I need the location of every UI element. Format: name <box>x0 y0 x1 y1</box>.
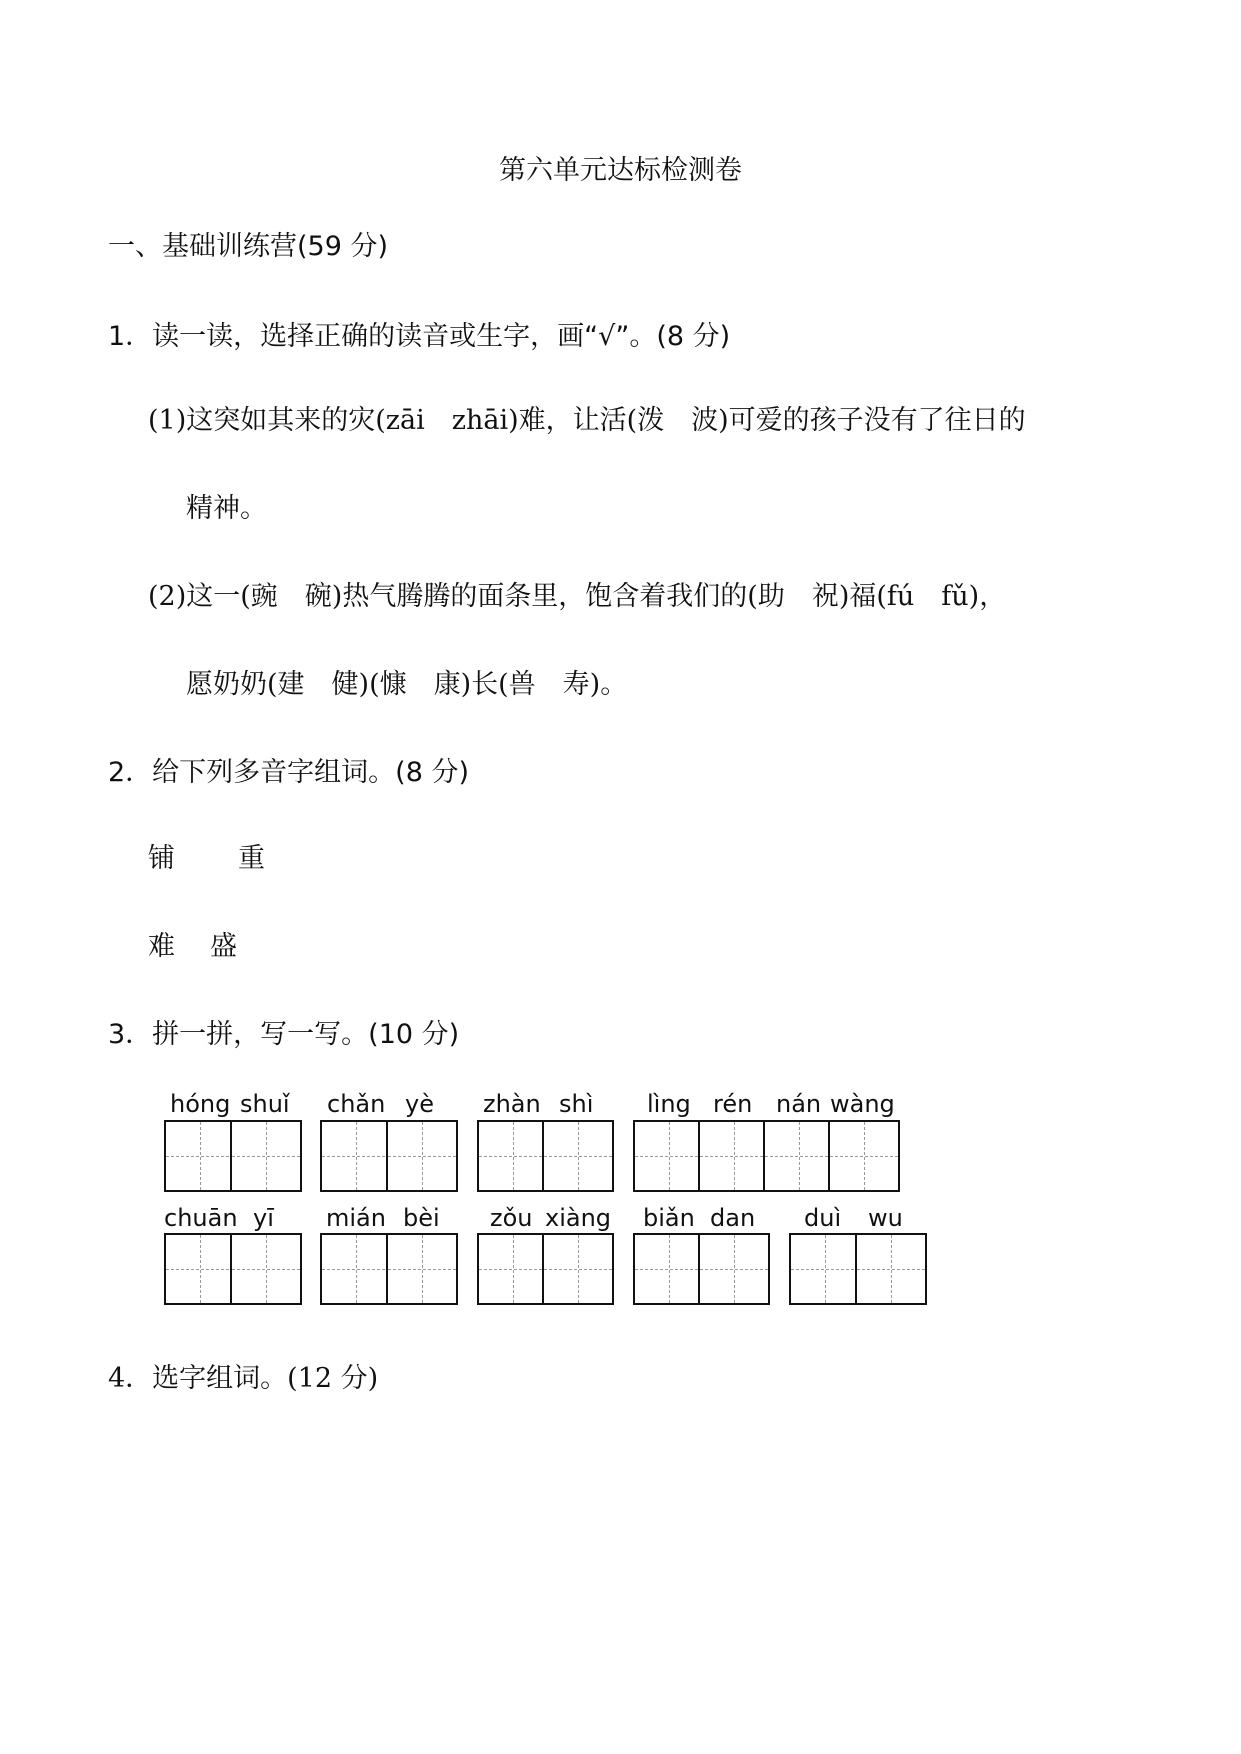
question-1-item-2-line-2: 愿奶奶(建 健)(慷 康)长(兽 寿)。 <box>186 669 628 700</box>
writing-cell[interactable] <box>828 1120 900 1192</box>
pinyin-label: yī <box>253 1204 274 1232</box>
polyphone-char: 难 <box>148 931 175 962</box>
question-1-item-1-line-2: 精神。 <box>186 493 267 524</box>
writing-cell[interactable] <box>164 1233 236 1305</box>
writing-cell[interactable] <box>542 1233 614 1305</box>
writing-cell[interactable] <box>633 1233 705 1305</box>
question-1-heading: 1．读一读，选择正确的读音或生字，画“√”。(8 分) <box>108 321 731 352</box>
writing-cell[interactable] <box>789 1233 861 1305</box>
pinyin-label: dan <box>710 1204 756 1232</box>
writing-cell[interactable] <box>698 1233 770 1305</box>
polyphone-char: 盛 <box>210 931 237 962</box>
writing-cell[interactable] <box>542 1120 614 1192</box>
question-2-heading: 2．给下列多音字组词。(8 分) <box>108 757 470 788</box>
writing-cell[interactable] <box>164 1120 236 1192</box>
pinyin-label: wàng <box>830 1090 895 1118</box>
pinyin-label: wu <box>868 1204 903 1232</box>
section-heading-basics: 一、基础训练营(59 分) <box>108 231 389 262</box>
writing-cell[interactable] <box>698 1120 770 1192</box>
page-title: 第六单元达标检测卷 <box>499 155 742 186</box>
pinyin-label: zǒu <box>490 1204 533 1232</box>
writing-cell[interactable] <box>763 1120 835 1192</box>
question-1-item-1-line-1: (1)这突如其来的灾(zāi zhāi)难，让活(泼 波)可爱的孩子没有了往日的 <box>148 405 1026 436</box>
polyphone-char: 铺 <box>148 843 175 874</box>
writing-cell[interactable] <box>477 1120 549 1192</box>
writing-cell[interactable] <box>477 1233 549 1305</box>
question-3-heading: 3．拼一拼，写一写。(10 分) <box>108 1019 460 1050</box>
pinyin-label: bèi <box>403 1204 440 1232</box>
pinyin-label: duì <box>804 1204 842 1232</box>
pinyin-label: lìng <box>647 1090 691 1118</box>
writing-cell[interactable] <box>320 1120 392 1192</box>
pinyin-label: chǎn <box>327 1090 386 1118</box>
question-1-item-2-line-1: (2)这一(豌 碗)热气腾腾的面条里，饱含着我们的(助 祝)福(fú fǔ)， <box>148 581 1007 612</box>
pinyin-label: biǎn <box>643 1204 695 1232</box>
pinyin-label: xiàng <box>545 1204 612 1232</box>
pinyin-label: mián <box>326 1204 386 1232</box>
writing-cell[interactable] <box>386 1120 458 1192</box>
writing-cell[interactable] <box>320 1233 392 1305</box>
pinyin-label: shuǐ <box>240 1090 290 1118</box>
pinyin-label: chuān <box>164 1204 238 1232</box>
pinyin-label: rén <box>713 1090 753 1118</box>
writing-cell[interactable] <box>230 1120 302 1192</box>
pinyin-label: hóng <box>170 1090 231 1118</box>
writing-cell[interactable] <box>633 1120 705 1192</box>
pinyin-label: zhàn <box>483 1090 541 1118</box>
writing-cell[interactable] <box>230 1233 302 1305</box>
pinyin-label: shì <box>559 1090 594 1118</box>
question-4-heading: 4．选字组词。(12 分) <box>108 1363 379 1394</box>
pinyin-label: yè <box>405 1090 434 1118</box>
polyphone-char: 重 <box>238 843 265 874</box>
writing-cell[interactable] <box>855 1233 927 1305</box>
writing-cell[interactable] <box>386 1233 458 1305</box>
pinyin-label: nán <box>776 1090 822 1118</box>
